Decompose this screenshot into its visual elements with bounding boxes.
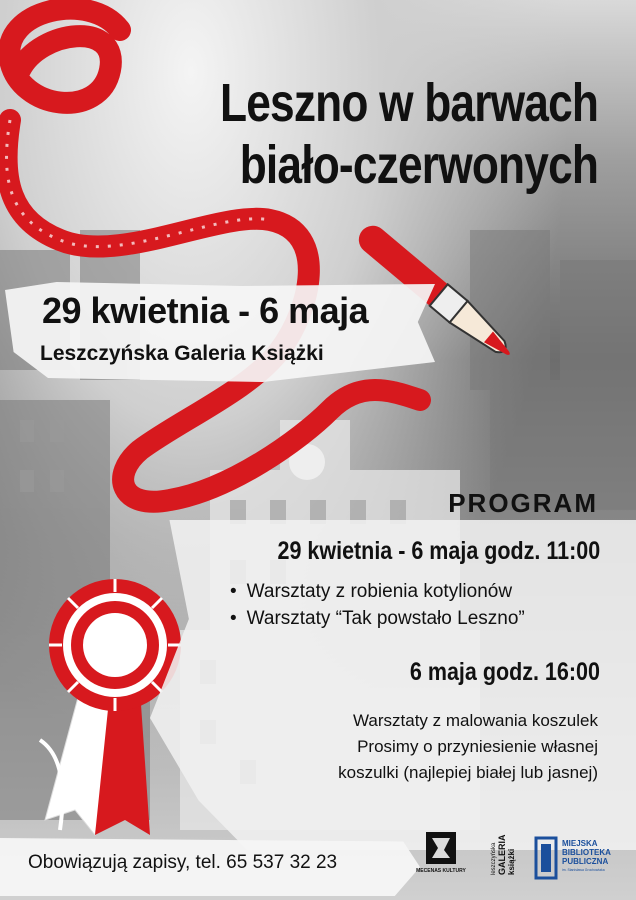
galeria-logo-big: GALERIA bbox=[497, 834, 507, 875]
description-line: koszulki (najlepiej białej lub jasnej) bbox=[338, 763, 598, 782]
galeria-ksiazki-logo bbox=[482, 828, 522, 886]
program-description bbox=[338, 708, 598, 786]
program-heading: PROGRAM bbox=[448, 488, 598, 518]
miejska-biblioteka-logo bbox=[534, 834, 624, 884]
event-dates: 29 kwietnia - 6 maja bbox=[42, 290, 369, 331]
galeria-logo-small: leszczyńska bbox=[491, 842, 497, 875]
description-line: Warsztaty z malowania koszulek bbox=[352, 711, 598, 730]
library-logo-line-3: PUBLICZNA bbox=[562, 857, 609, 866]
mecenas-logo-text: MECENAS KULTURY bbox=[416, 868, 466, 874]
poster-title bbox=[220, 72, 598, 196]
program-list bbox=[230, 578, 525, 632]
list-item: • Warsztaty z robienia kotylionów bbox=[230, 578, 525, 605]
program-slot-1: 29 kwietnia - 6 maja godz. 11:00 bbox=[277, 537, 600, 565]
library-logo-line-2: BIBLIOTEKA bbox=[562, 848, 611, 857]
signup-info: Obowiązują zapisy, tel. 65 537 32 23 bbox=[28, 852, 338, 873]
title-line-2: biało-czerwonych bbox=[239, 135, 598, 195]
galeria-logo-books: książki bbox=[507, 848, 516, 875]
title-line-1: Leszno w barwach bbox=[219, 73, 598, 133]
list-item: • Warsztaty “Tak powstało Leszno” bbox=[230, 605, 525, 632]
library-logo-line-1: MIEJSKA bbox=[562, 839, 598, 848]
library-logo-line-4: im. Stanisława Grochowiaka bbox=[562, 868, 605, 872]
program-slot-2: 6 maja godz. 16:00 bbox=[409, 658, 600, 686]
description-line: Prosimy o przyniesienie własnej bbox=[357, 737, 598, 756]
mecenas-kultury-logo bbox=[416, 830, 466, 882]
event-venue: Leszczyńska Galeria Książki bbox=[40, 342, 324, 365]
